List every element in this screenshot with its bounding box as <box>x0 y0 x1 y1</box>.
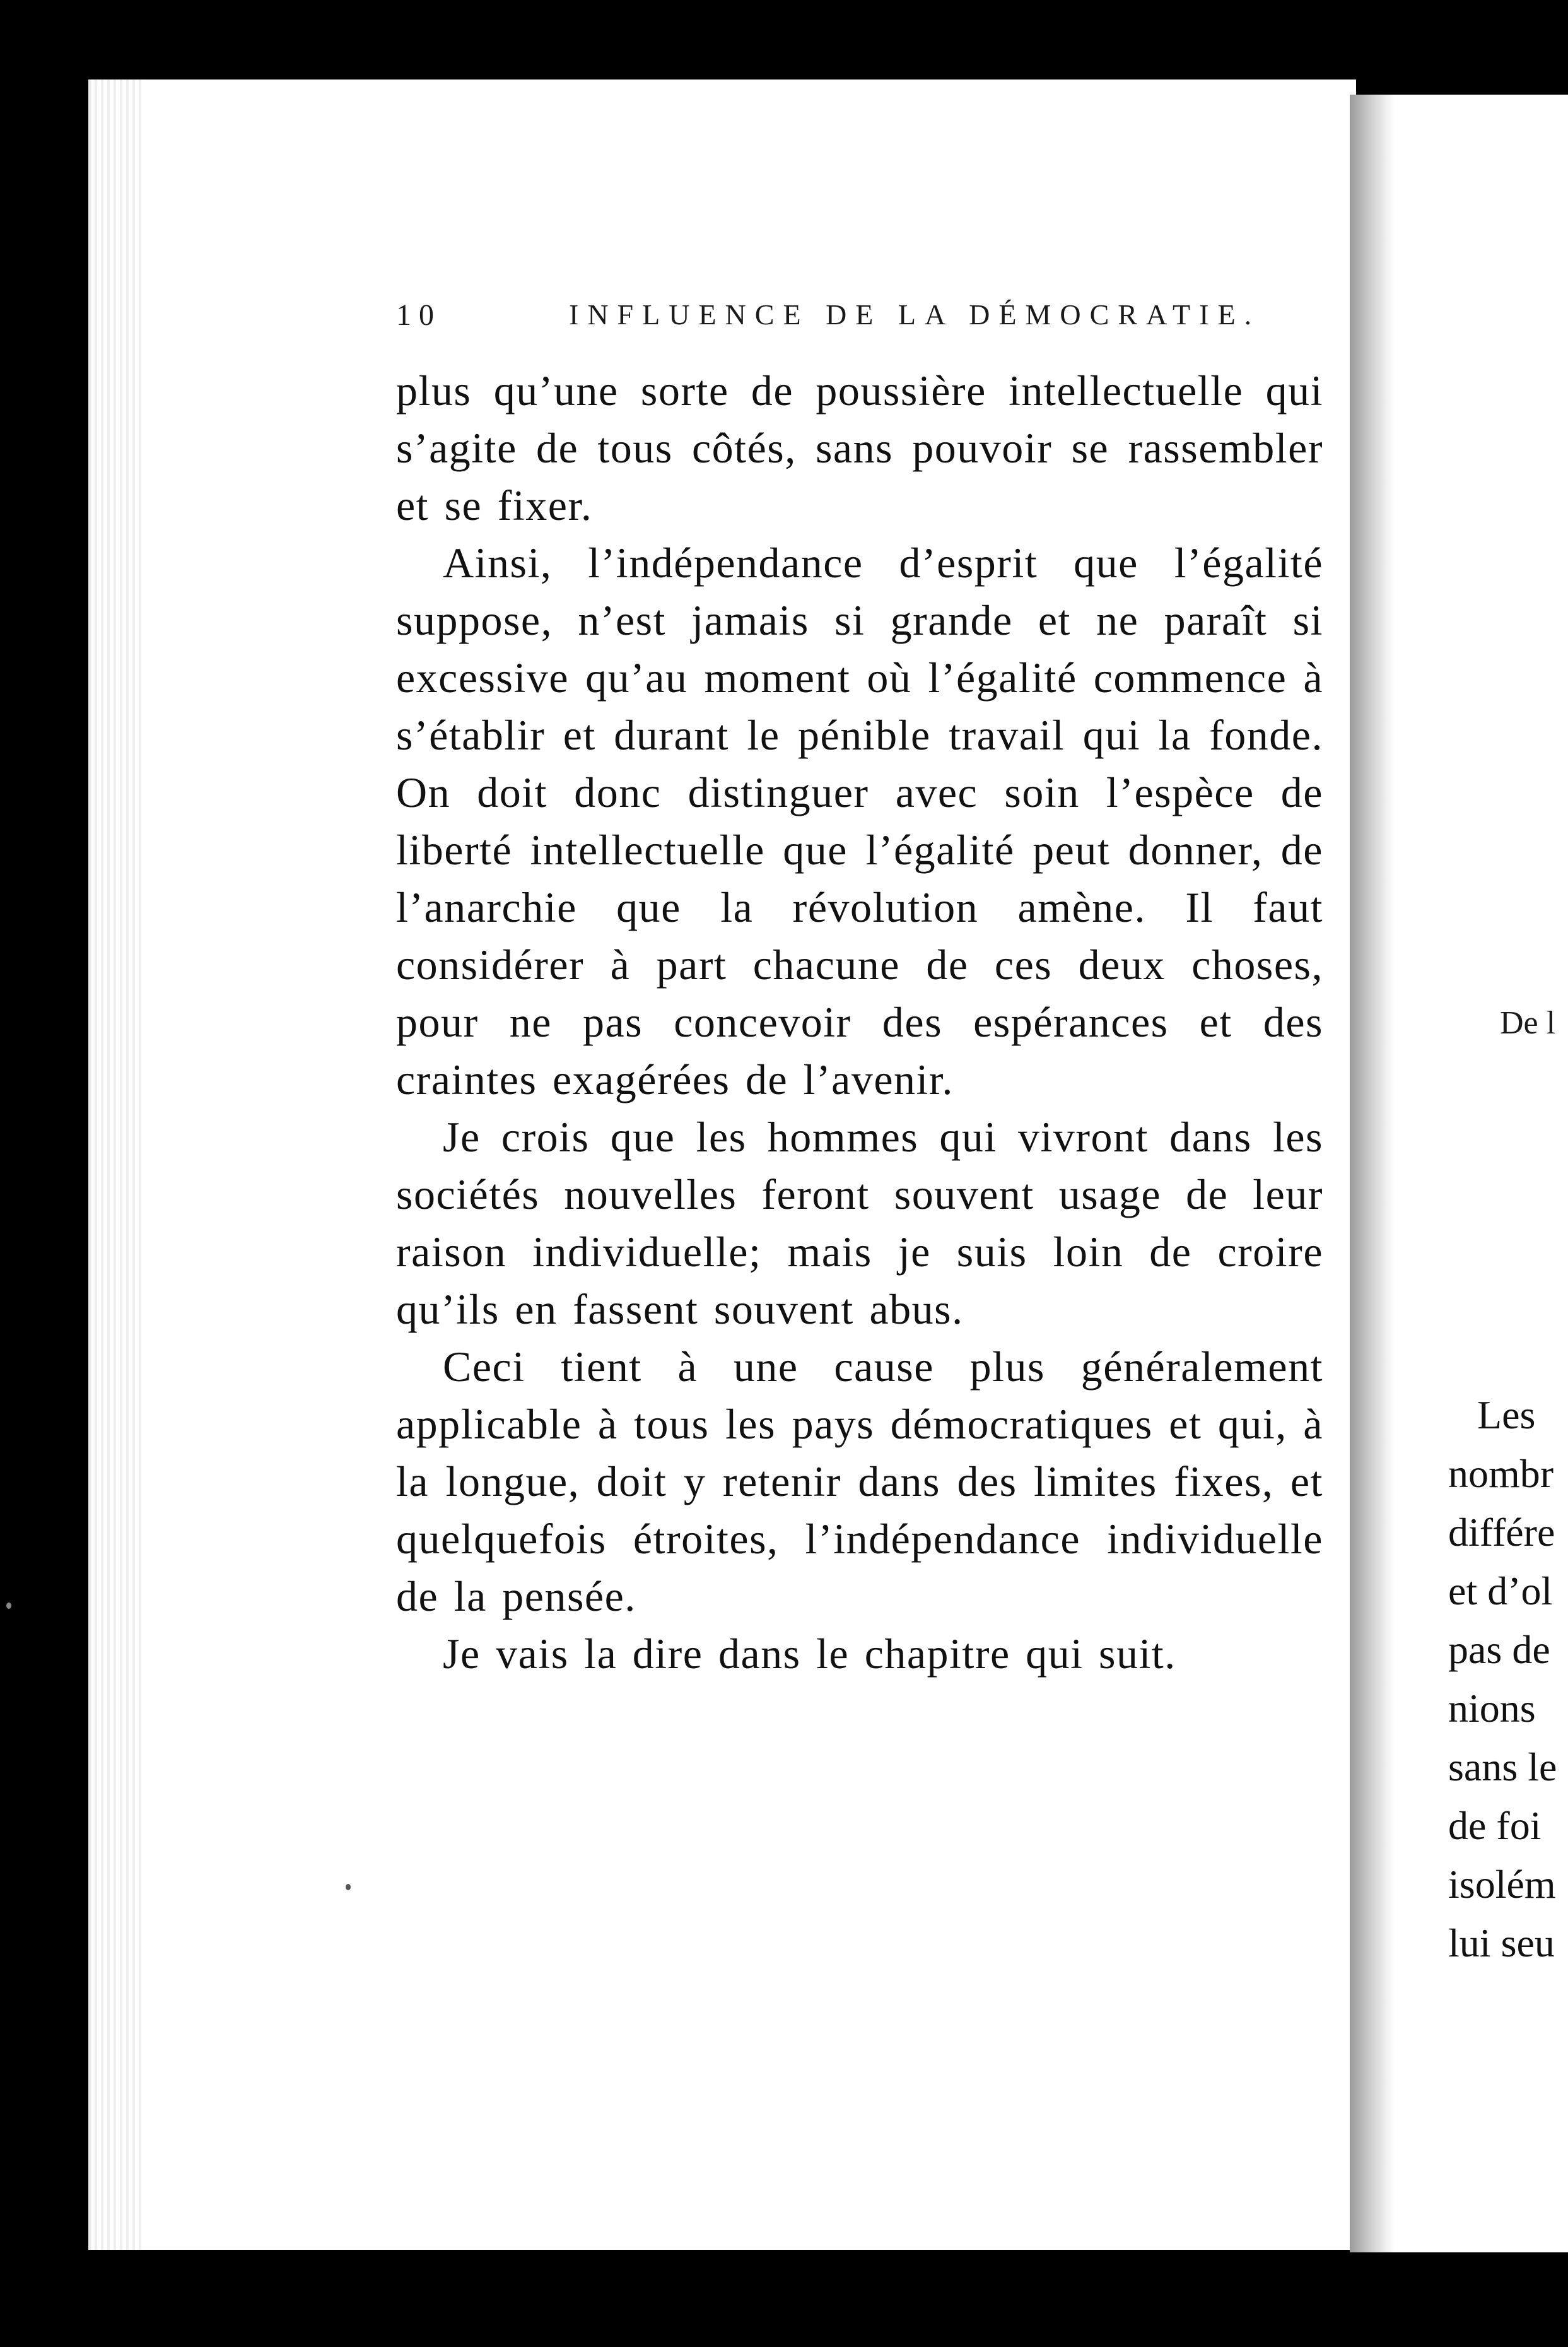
facing-line-9: isolém <box>1448 1862 1556 1907</box>
paragraph-3: Je crois que les hommes qui vivront dans les sociétés nouvelles feront souvent usage de leur raison individuelle; mais je suis loin de croire qu’ils en fassent souvent abus. <box>396 1113 1323 1333</box>
facing-page-text <box>1448 1385 1568 1972</box>
main-text-block <box>396 362 1323 1683</box>
paragraph-4: Ceci tient à une cause plus généralement applicable à tous les pays démocratiques et qui, à la longue, doit y retenir dans des limites fixes, et quelquefois étroites, l’indépendance individuelle de la pensée. <box>396 1343 1323 1620</box>
paragraph-2: Ainsi, l’indépendance d’esprit que l’égalité suppose, n’est jamais si grande et ne paraît si excessive qu’au moment où l’égalité commence à s’établir et durant le pénible travail qui la fonde. On doit donc distinguer avec soin l’espèce de liberté intellectuelle que l’égalité peut donner, de l’anarchie que la révolution amène. Il faut considérer à part chacune de ces deux choses, pour ne pas concevoir des espérances et des craintes exagérées de l’avenir. <box>396 539 1323 1103</box>
facing-line-10: lui seu <box>1448 1921 1555 1965</box>
facing-line-3: différe <box>1448 1510 1555 1555</box>
running-title: INFLUENCE DE LA DÉMOCRATIE. <box>569 298 1261 331</box>
facing-line-5: pas de <box>1448 1627 1550 1672</box>
facing-line-7: sans le <box>1448 1744 1557 1789</box>
facing-page-margin-note: De l <box>1500 1005 1556 1041</box>
paragraph-1: plus qu’une sorte de poussière intellectuelle qui s’agite de tous côtés, sans pouvoir se rassembler et se fixer. <box>396 367 1323 529</box>
page-edge-stack <box>88 79 145 2250</box>
ink-speck <box>6 1603 11 1609</box>
facing-line-8: de foi <box>1448 1803 1542 1848</box>
book-gutter <box>1350 95 1394 2252</box>
facing-line-6: nions <box>1448 1686 1536 1731</box>
ink-speck <box>346 1884 351 1890</box>
page-number: 10 <box>396 298 442 332</box>
facing-line-2: nombr <box>1448 1451 1554 1496</box>
paragraph-5: Je vais la dire dans le chapitre qui suit. <box>443 1630 1176 1678</box>
facing-line-1: Les <box>1477 1392 1536 1437</box>
facing-line-4: et d’ol <box>1448 1568 1553 1613</box>
